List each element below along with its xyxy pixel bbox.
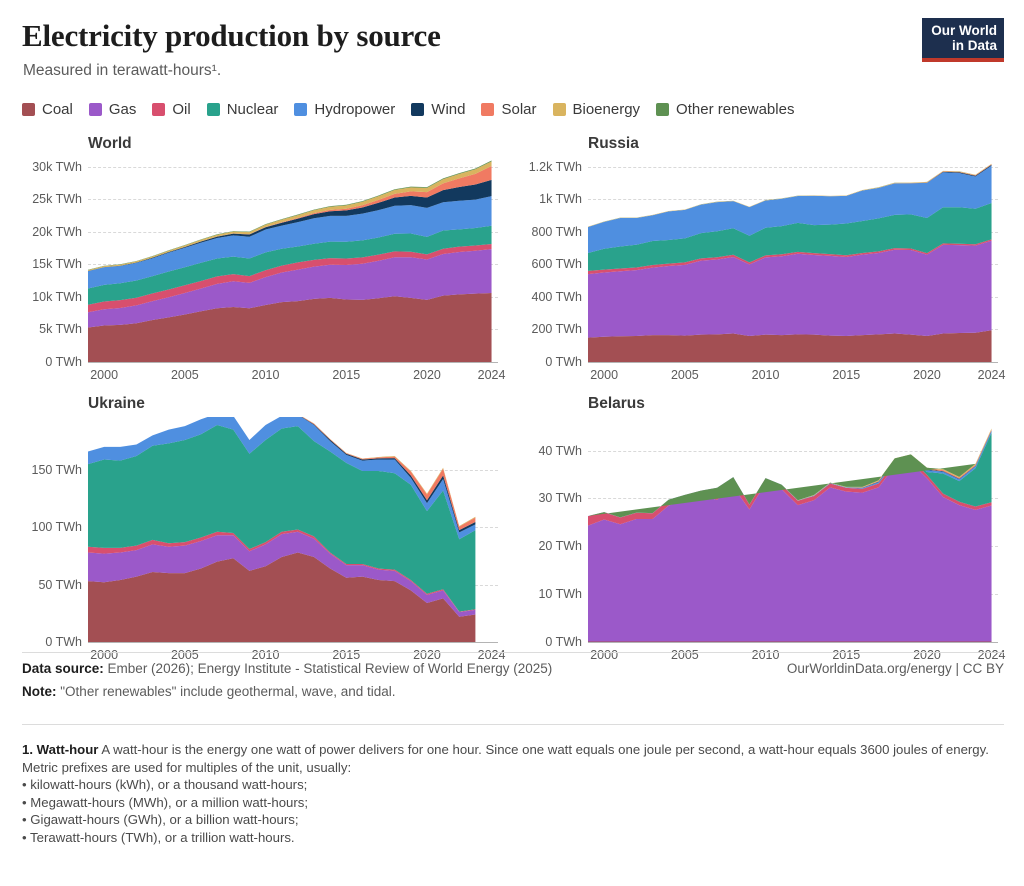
panel-world — [32, 135, 506, 382]
legend-label: Nuclear — [226, 101, 279, 118]
y-axis-tick-label: 25k TWh — [32, 192, 82, 207]
x-axis-tick-label: 2024 — [977, 368, 1006, 382]
data-source — [22, 661, 552, 676]
x-axis-tick-label: 2010 — [751, 368, 780, 382]
x-axis-line — [588, 362, 998, 363]
y-axis-tick-label: 600 TWh — [531, 257, 582, 272]
y-axis-tick-label: 1.2k TWh — [528, 159, 582, 174]
x-axis-tick-label: 2000 — [90, 368, 119, 382]
y-axis-tick-label: 15k TWh — [32, 257, 82, 272]
y-axis-tick-label: 150 TWh — [31, 462, 82, 477]
panel-title: Russia — [588, 135, 639, 152]
y-axis-tick-label: 0 TWh — [545, 635, 582, 649]
legend-label: Coal — [42, 101, 73, 118]
x-axis-tick-label: 2020 — [413, 648, 441, 662]
legend-label: Wind — [431, 101, 466, 118]
y-axis-tick-label: 800 TWh — [531, 224, 582, 239]
logo-line-1: Our World — [931, 23, 997, 38]
legend-swatch-icon — [152, 103, 165, 116]
legend-label: Hydropower — [314, 101, 396, 118]
legend-item-coal[interactable] — [22, 101, 73, 118]
legend-swatch-icon — [207, 103, 220, 116]
y-axis-tick-label: 20k TWh — [32, 224, 82, 239]
y-axis-tick-label: 30 TWh — [538, 491, 582, 506]
stacked-area-series — [588, 157, 998, 362]
y-axis-tick-label: 5k TWh — [39, 322, 82, 337]
footnote-bullet: • kilowatt-hours (kWh), or a thousand watt-hours; — [22, 777, 308, 792]
footnote-prefix-intro: Metric prefixes are used for multiples of the unit, usually: — [22, 759, 352, 775]
x-axis-tick-label: 2005 — [170, 648, 199, 662]
legend-swatch-icon — [22, 103, 35, 116]
x-axis-tick-label: 2015 — [332, 368, 361, 382]
legend-label: Gas — [108, 101, 137, 118]
legend-item-hydropower[interactable] — [294, 101, 395, 118]
legend-item-nuclear[interactable] — [207, 101, 279, 118]
footnote-block — [22, 741, 1002, 846]
x-axis-tick-label: 2020 — [913, 368, 941, 382]
plot-area — [32, 157, 506, 382]
chart-note — [22, 684, 396, 699]
x-axis-tick-label: 2000 — [90, 648, 119, 662]
footnote-bullet: • Gigawatt-hours (GWh), or a billion watt-hours; — [22, 812, 299, 827]
panel-title: Belarus — [588, 395, 645, 412]
panel-title: World — [88, 135, 132, 152]
x-axis-tick-label: 2024 — [477, 368, 506, 382]
legend-swatch-icon — [294, 103, 307, 116]
x-axis-tick-label: 2015 — [332, 648, 361, 662]
panel-ukraine — [31, 395, 506, 662]
x-axis-line — [88, 642, 498, 643]
x-axis-tick-label: 2000 — [590, 368, 619, 382]
x-axis-line — [88, 362, 498, 363]
panel-title: Ukraine — [88, 395, 145, 412]
x-axis-tick-label: 2010 — [751, 648, 780, 662]
stacked-area-series — [88, 417, 498, 642]
x-axis-tick-label: 2010 — [251, 368, 280, 382]
x-axis-tick-label: 2005 — [670, 648, 699, 662]
footnote-bullets — [22, 776, 1002, 846]
x-axis-tick-label: 2005 — [170, 368, 199, 382]
legend-item-oil[interactable] — [152, 101, 190, 118]
page-subtitle: Measured in terawatt-hours¹. — [23, 62, 222, 79]
plot-area — [31, 417, 506, 662]
legend-label: Bioenergy — [572, 101, 641, 118]
logo-line-2: in Data — [951, 38, 997, 53]
legend-item-gas[interactable] — [89, 101, 137, 118]
x-axis-tick-label: 2020 — [413, 368, 441, 382]
legend-item-solar[interactable] — [481, 101, 536, 118]
legend-swatch-icon — [89, 103, 102, 116]
footer-divider-top — [22, 652, 1004, 653]
x-axis-tick-label: 2000 — [590, 648, 619, 662]
panel-russia — [528, 135, 1006, 382]
page-title: Electricity production by source — [22, 18, 441, 53]
legend-item-wind[interactable] — [411, 101, 465, 118]
legend-label: Oil — [172, 101, 191, 118]
footnote-bullet: • Megawatt-hours (MWh), or a million watt-hours; — [22, 794, 309, 810]
legend-swatch-icon — [553, 103, 566, 116]
legend-swatch-icon — [411, 103, 424, 116]
x-axis-tick-label: 2020 — [913, 648, 941, 662]
y-axis-tick-label: 0 TWh — [45, 635, 82, 649]
x-axis-line — [588, 642, 998, 643]
y-axis-tick-label: 0 TWh — [545, 355, 582, 369]
y-axis-tick-label: 1k TWh — [539, 192, 582, 207]
y-axis-tick-label: 200 TWh — [531, 322, 582, 337]
panel-belarus — [538, 395, 1006, 662]
chart-note-label: Note: — [22, 684, 57, 699]
legend-label: Other renewables — [676, 101, 795, 118]
plot-area — [528, 157, 1006, 382]
footnote-bullet: • Terawatt-hours (TWh), or a trillion watt-hours. — [22, 829, 295, 845]
chart-legend — [22, 101, 810, 118]
footnote-definition — [22, 741, 1002, 759]
y-axis-tick-label: 10k TWh — [32, 289, 82, 304]
owid-logo[interactable] — [922, 18, 1004, 62]
legend-item-bioenergy[interactable] — [553, 101, 641, 118]
owid-credit[interactable]: OurWorldinData.org/energy | CC BY — [786, 661, 1004, 676]
legend-swatch-icon — [656, 103, 669, 116]
x-axis-tick-label: 2005 — [670, 368, 699, 382]
legend-label: Solar — [501, 101, 537, 118]
data-source-text: Ember (2026); Energy Institute - Statistical Review of World Energy (2025) — [107, 661, 553, 676]
x-axis-tick-label: 2024 — [477, 648, 506, 662]
stacked-area-series — [588, 417, 998, 642]
stacked-area-series — [88, 157, 498, 362]
y-axis-tick-label: 30k TWh — [32, 159, 82, 174]
y-axis-tick-label: 400 TWh — [531, 289, 582, 304]
footnote-term: 1. Watt-hour — [22, 742, 99, 757]
y-axis-tick-label: 10 TWh — [538, 587, 582, 602]
x-axis-tick-label: 2015 — [832, 648, 861, 662]
x-axis-tick-label: 2024 — [977, 648, 1006, 662]
footnote-definition-text: A watt-hour is the energy one watt of power delivers for one hour. Since one watt equals one joule per second, a watt-hour equals 3600 joules of energy. — [101, 742, 989, 757]
footer-divider-bottom — [22, 724, 1004, 725]
plot-area — [538, 417, 1006, 662]
y-axis-tick-label: 0 TWh — [45, 355, 82, 369]
x-axis-tick-label: 2010 — [251, 648, 280, 662]
y-axis-tick-label: 40 TWh — [538, 443, 582, 458]
legend-item-other-renewables[interactable] — [656, 101, 794, 118]
x-axis-tick-label: 2015 — [832, 368, 861, 382]
chart-note-text: "Other renewables" include geothermal, wave, and tidal. — [60, 684, 396, 699]
y-axis-tick-label: 100 TWh — [31, 520, 82, 535]
y-axis-tick-label: 20 TWh — [538, 539, 582, 554]
data-source-label: Data source: — [22, 661, 104, 676]
y-axis-tick-label: 50 TWh — [38, 577, 82, 592]
legend-swatch-icon — [481, 103, 494, 116]
